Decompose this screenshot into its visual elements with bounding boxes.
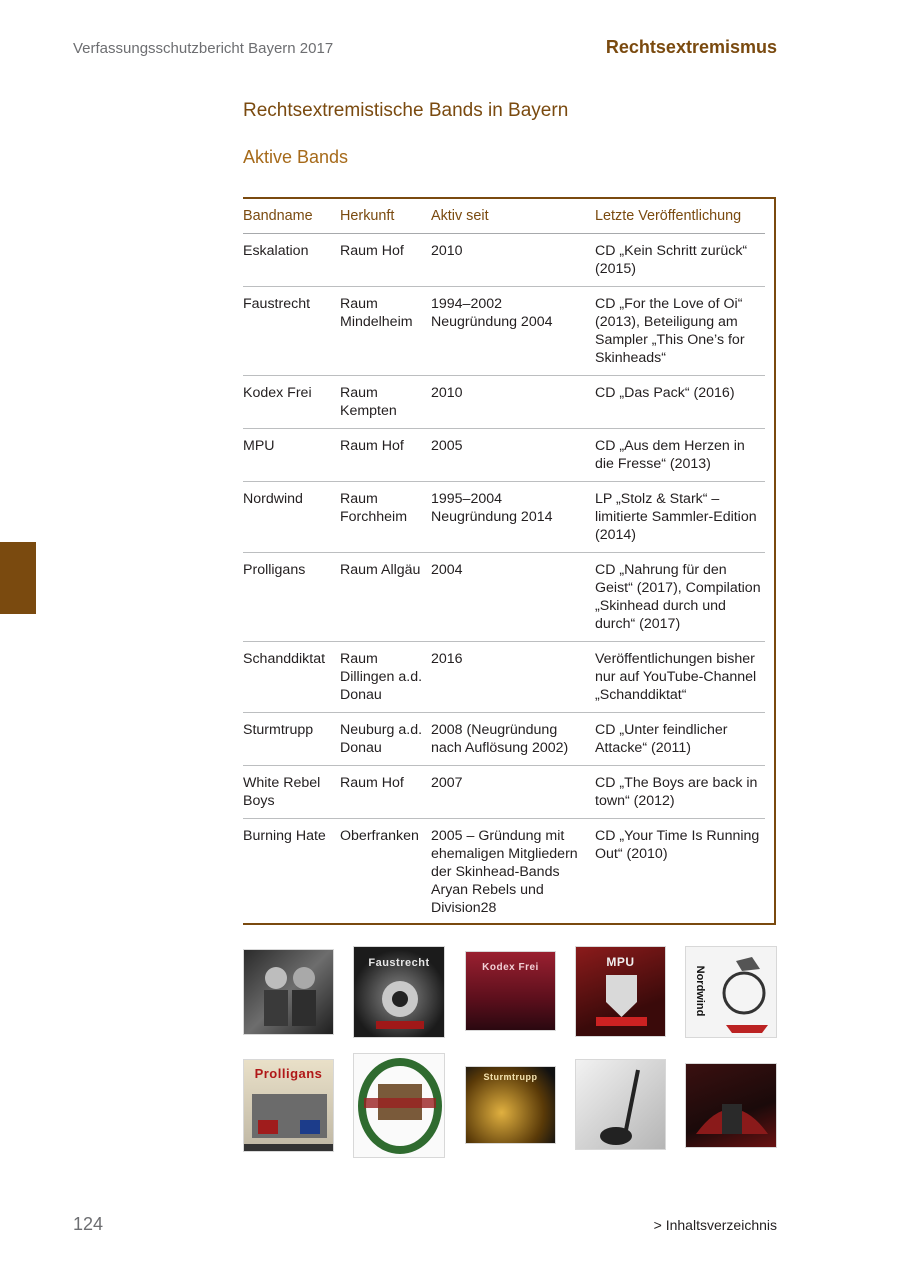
page-number: 124 bbox=[73, 1214, 104, 1234]
cell-bandname: Eskalation bbox=[243, 234, 340, 287]
cell-aktiv-seit: 2004 bbox=[431, 553, 595, 642]
cell-herkunft: Raum Dillingen a.d. Donau bbox=[340, 642, 431, 713]
table-row bbox=[243, 234, 765, 287]
cell-veroeffentlichung: CD „For the Love of Oi“ (2013), Beteiligung am Sampler „This One’s for Skinheads“ bbox=[595, 287, 765, 376]
cell-herkunft: Neuburg a.d. Donau bbox=[340, 713, 431, 766]
cell-aktiv-seit: 2010 bbox=[431, 234, 595, 287]
cell-veroeffentlichung: CD „Nahrung für den Geist“ (2017), Compilation „Skinhead durch und durch“ (2017) bbox=[595, 553, 765, 642]
album-cover-sturmtrupp bbox=[465, 1066, 556, 1144]
cell-aktiv-seit: 1994–2002 Neugründung 2004 bbox=[431, 287, 595, 376]
cell-bandname: Nordwind bbox=[243, 482, 340, 553]
table-row bbox=[243, 429, 765, 482]
album-cover-eskalation bbox=[243, 949, 334, 1035]
cell-herkunft: Raum Hof bbox=[340, 234, 431, 287]
column-header-aktiv-seit: Aktiv seit bbox=[431, 199, 595, 234]
cell-herkunft: Raum Mindelheim bbox=[340, 287, 431, 376]
cell-herkunft: Oberfranken bbox=[340, 828, 419, 844]
cell-bandname: Kodex Frei bbox=[243, 376, 340, 429]
cover-title: Prolligans bbox=[254, 1066, 323, 1081]
cell-herkunft: Raum Hof bbox=[340, 429, 431, 482]
bands-table-frame bbox=[243, 197, 776, 925]
album-cover-white-rebel-boys bbox=[575, 1059, 666, 1150]
cell-veroeffentlichung: CD „Aus dem Herzen in die Fresse“ (2013) bbox=[595, 429, 765, 482]
cover-title: Sturmtrupp bbox=[483, 1072, 538, 1082]
cell-bandname: Schanddiktat bbox=[243, 642, 340, 713]
cell-veroeffentlichung: Veröffentlichungen bisher nur auf YouTube-Channel „Schanddiktat“ bbox=[595, 642, 765, 713]
cell-herkunft: Raum Forchheim bbox=[340, 482, 431, 553]
report-title: Verfassungsschutzbericht Bayern 2017 bbox=[73, 40, 334, 57]
cover-wreath-image bbox=[354, 1054, 445, 1158]
table-row bbox=[243, 553, 765, 642]
table-row bbox=[243, 642, 765, 713]
bands-table bbox=[243, 199, 765, 925]
album-cover-nordwind bbox=[685, 946, 777, 1038]
page-heading: Rechtsextremistische Bands in Bayern bbox=[243, 100, 569, 121]
cell-veroeffentlichung: CD „Das Pack“ (2016) bbox=[595, 376, 765, 429]
cell-aktiv-seit: 2005 bbox=[431, 429, 595, 482]
cover-artwork-image bbox=[686, 1064, 777, 1148]
cell-veroeffentlichung: CD „Unter feindlicher Attacke“ (2011) bbox=[595, 713, 765, 766]
cell-bandname: Faustrecht bbox=[243, 287, 340, 376]
table-row bbox=[243, 376, 765, 429]
cell-bandname: MPU bbox=[243, 429, 340, 482]
cell-veroeffentlichung: CD „The Boys are back in town“ (2012) bbox=[595, 766, 765, 819]
cell-aktiv-seit: 2007 bbox=[431, 766, 595, 819]
cover-guitar-image bbox=[576, 1060, 666, 1150]
cell-aktiv-seit: 2005 – Gründung mit ehemaligen Mitgliedern der Skinhead-Bands Aryan Rebels und Division28 bbox=[431, 828, 578, 916]
cell-bandname: Sturmtrupp bbox=[243, 713, 340, 766]
cell-bandname: Burning Hate bbox=[243, 828, 326, 844]
column-header-bandname: Bandname bbox=[243, 199, 340, 234]
table-of-contents-link[interactable]: > Inhaltsverzeichnis bbox=[653, 1217, 777, 1233]
cover-title: Faustrecht bbox=[368, 957, 430, 969]
table-row bbox=[243, 713, 765, 766]
column-header-letzte-veroeffentlichung: Letzte Veröffentlichung bbox=[595, 199, 765, 234]
cover-title: Nordwind bbox=[694, 965, 706, 1017]
chapter-tab-marker bbox=[0, 542, 36, 614]
cell-aktiv-seit: 2008 (Neugründung nach Auflösung 2002) bbox=[431, 713, 595, 766]
cell-aktiv-seit: 2010 bbox=[431, 376, 595, 429]
cell-bandname: White Rebel Boys bbox=[243, 766, 340, 819]
cell-aktiv-seit: 2016 bbox=[431, 642, 595, 713]
page-subheading: Aktive Bands bbox=[243, 147, 349, 167]
section-title: Rechtsextremismus bbox=[605, 37, 777, 57]
cover-figures-image bbox=[244, 950, 334, 1035]
table-row bbox=[243, 766, 765, 819]
cover-title: Kodex Frei bbox=[482, 962, 539, 973]
album-cover-burning-hate bbox=[685, 1063, 777, 1148]
album-cover-prolligans bbox=[243, 1059, 334, 1152]
cell-bandname: Prolligans bbox=[243, 553, 340, 642]
cover-title: MPU bbox=[606, 955, 635, 969]
album-cover-faustrecht bbox=[353, 946, 445, 1038]
cell-veroeffentlichung: LP „Stolz & Stark“ – limitierte Sammler-Edition (2014) bbox=[595, 482, 765, 553]
column-header-herkunft: Herkunft bbox=[340, 199, 431, 234]
album-cover-kodex-frei bbox=[465, 951, 556, 1031]
cell-aktiv-seit: 1995–2004 Neugründung 2014 bbox=[431, 482, 595, 553]
album-cover-wreath bbox=[353, 1053, 445, 1158]
table-row bbox=[243, 819, 765, 926]
cell-herkunft: Raum Kempten bbox=[340, 376, 431, 429]
cell-veroeffentlichung: CD „Your Time Is Running Out“ (2010) bbox=[595, 828, 760, 862]
table-row bbox=[243, 482, 765, 553]
cell-veroeffentlichung: CD „Kein Schritt zurück“ (2015) bbox=[595, 234, 765, 287]
cell-herkunft: Raum Hof bbox=[340, 766, 431, 819]
table-row bbox=[243, 287, 765, 376]
album-cover-mpu bbox=[575, 946, 666, 1037]
cell-herkunft: Raum Allgäu bbox=[340, 553, 431, 642]
table-header-row bbox=[243, 199, 765, 234]
